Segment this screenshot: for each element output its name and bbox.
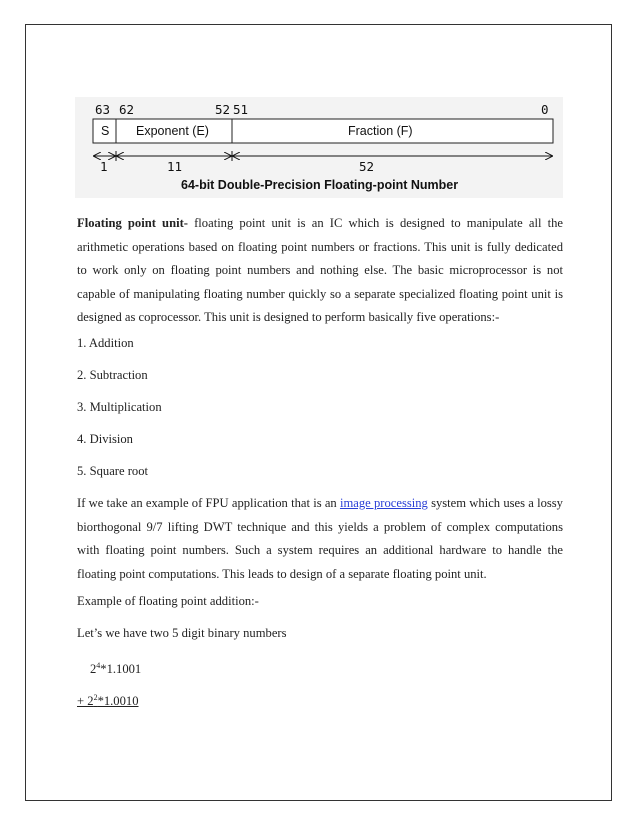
- exponent-width-label: 11: [167, 159, 183, 174]
- num1-base: 2: [90, 662, 97, 676]
- sign-field-label: S: [101, 124, 110, 138]
- bit-63-label: 63: [95, 102, 111, 117]
- example-intro: Let’s we have two 5 digit binary numbers: [77, 626, 287, 640]
- num2-mantissa: *1.0010: [97, 694, 139, 708]
- intro-heading: Floating point unit-: [77, 216, 188, 230]
- fraction-field-label: Fraction (F): [348, 124, 413, 138]
- operation-item: 2. Subtraction: [77, 368, 148, 382]
- bit-52-label: 52: [215, 102, 231, 117]
- image-processing-link[interactable]: image processing: [339, 496, 428, 510]
- exponent-field-label: Exponent (E): [136, 124, 209, 138]
- application-paragraph: [77, 492, 563, 586]
- binary-number-1: [90, 658, 141, 677]
- example-heading: Example of floating point addition:-: [77, 594, 259, 608]
- double-precision-figure: [75, 97, 563, 198]
- bit-layout-diagram: [75, 97, 563, 198]
- num1-mantissa: *1.1001: [100, 662, 142, 676]
- figure-caption: 64-bit Double-Precision Floating-point Number: [181, 178, 459, 192]
- operation-item: 3. Multiplication: [77, 400, 162, 414]
- binary-number-2: [77, 690, 139, 709]
- bit-0-label: 0: [541, 102, 549, 117]
- fraction-width-label: 52: [359, 159, 375, 174]
- num1-exponent: 4: [96, 661, 101, 670]
- num2-prefix: + 2: [77, 694, 94, 708]
- sign-width-label: 1: [100, 159, 108, 174]
- operation-item: 5. Square root: [77, 464, 148, 478]
- operation-item: 1. Addition: [77, 336, 134, 350]
- operation-item: 4. Division: [77, 432, 133, 446]
- intro-text: floating point unit is an IC which is designed to manipulate all the arithmetic operations based on floating point numbers or fractions. This unit is fully dedicated to work only on floating point numbers and nothing else. The basic microprocessor is not capable of manipulating floating number quickly so a separate specialized floating point unit is designed as coprocessor. This unit is designed to perform basically five operations:-: [77, 216, 564, 324]
- bit-62-label: 62: [119, 102, 135, 117]
- bit-51-label: 51: [233, 102, 249, 117]
- num2-exponent: 2: [93, 693, 98, 702]
- application-text-before: If we take an example of FPU application that is an: [77, 496, 340, 510]
- application-text-after: system which uses a lossy biorthogonal 9/7 lifting DWT technique and this yields a problem of complex computations with floating point numbers. Such a system requires an additional hardware to handle the floating point computations. This leads to design of a separate floating point unit.: [77, 496, 563, 581]
- intro-paragraph: [77, 212, 563, 330]
